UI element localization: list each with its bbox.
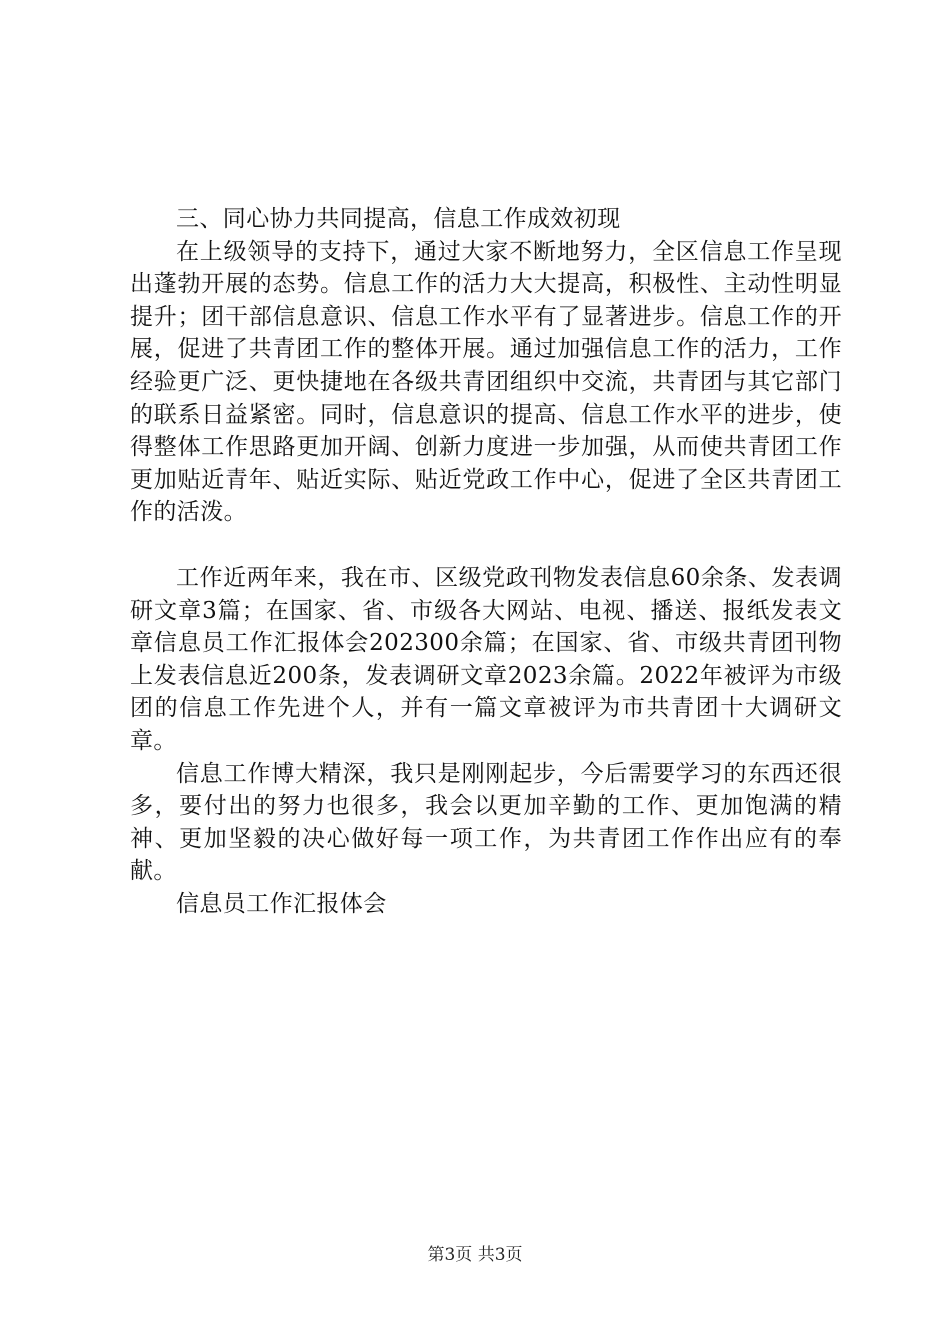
paragraph-achievements: 工作近两年来，我在市、区级党政刊物发表信息60余条、发表调研文章3篇；在国家、省、市级各大网站、电视、播送、报纸发表文章信息员工作汇报体会202300余篇；在国家、省、市级共青团刊物上发表信息近200条，发表调研文章2023余篇。2022年被评为市级团的信息工作先进个人，并有一篇文章被评为市共青团十大调研文章。 [130, 564, 842, 754]
document-body [130, 203, 842, 920]
page-number: 第3页 共3页 [427, 1245, 523, 1265]
paragraph-results: 在上级领导的支持下，通过大家不断地努力，全区信息工作呈现出蓬勃开展的态势。信息工作的活力大大提高，积极性、主动性明显提升；团干部信息意识、信息工作水平有了显著进步。信息工作的开展，促进了共青团工作的整体开展。通过加强信息工作的活力，工作经验更广泛、更快捷地在各级共青团组织中交流，共青团与其它部门的联系日益紧密。同时，信息意识的提高、信息工作水平的进步，使得整体工作思路更加开阔、创新力度进一步加强，从而使共青团工作更加贴近青年、贴近实际、贴近党政工作中心，促进了全区共青团工作的活泼。 [130, 238, 842, 526]
document-title-line: 信息员工作汇报体会 [176, 890, 387, 917]
section-heading: 三、同心协力共同提高，信息工作成效初现 [176, 206, 621, 232]
paragraph-closing: 信息工作博大精深，我只是刚刚起步，今后需要学习的东西还很多，要付出的努力也很多，我会以更加辛勤的工作、更加饱满的精神、更加坚毅的决心做好每一项工作，为共青团工作作出应有的奉献。 [130, 760, 842, 885]
